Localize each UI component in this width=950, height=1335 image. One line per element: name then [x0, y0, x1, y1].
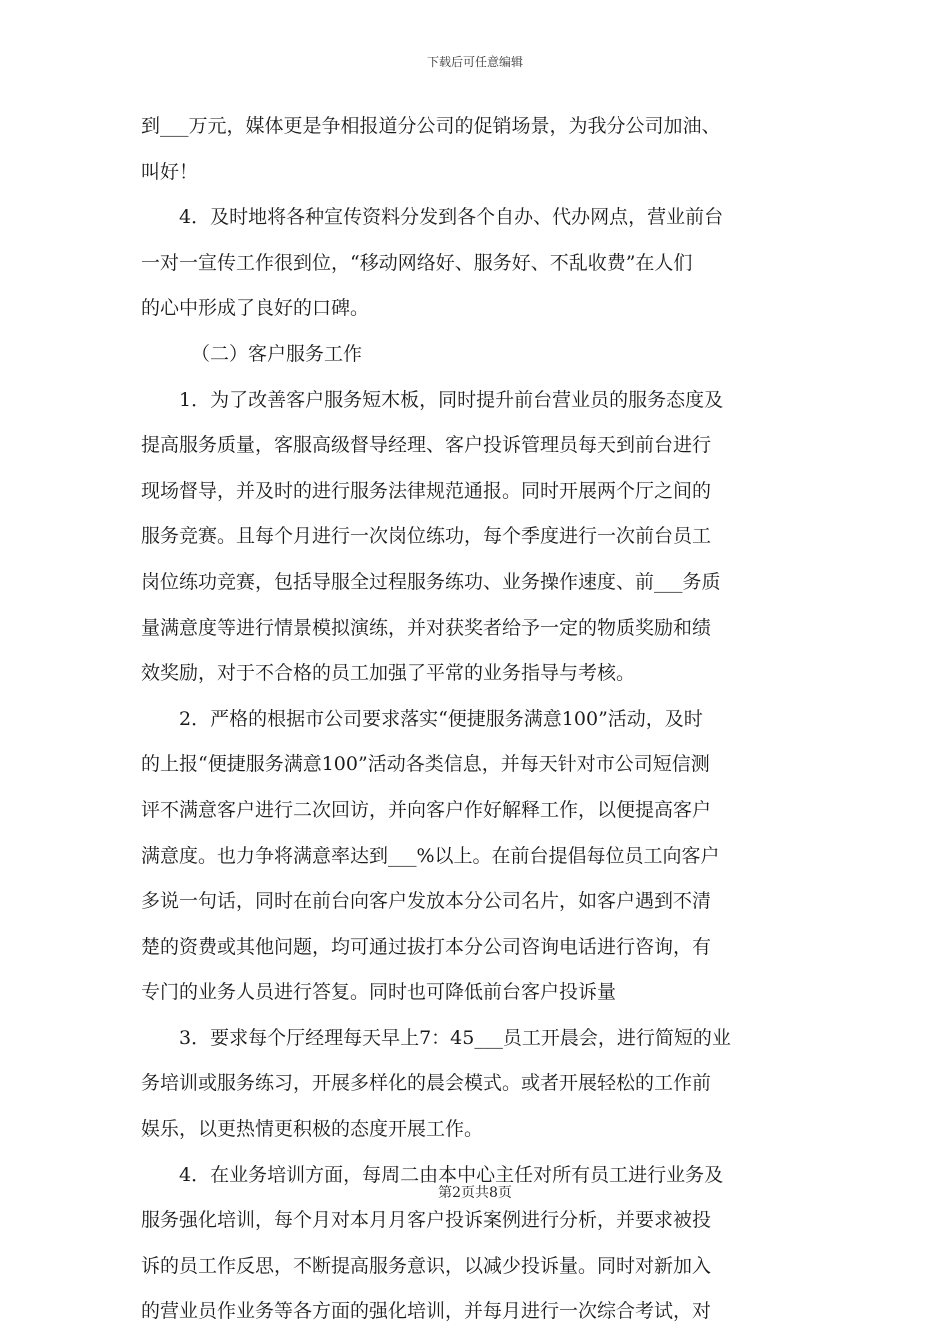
paragraph-start-line: 2．严格的根据市公司要求落实“便捷服务满意100”活动，及时 [179, 707, 703, 730]
text-line: 服务竞赛。且每个月进行一次岗位练功，每个季度进行一次前台员工 [141, 525, 712, 548]
text-line: 量满意度等进行情景模拟演练，并对获奖者给予一定的物质奖励和绩 [141, 616, 712, 639]
text-line: 务培训或服务练习，开展多样化的晨会模式。或者开展轻松的工作前 [141, 1072, 712, 1095]
text-line: 一对一宣传工作很到位，“移动网络好、服务好、不乱收费”在人们 [141, 251, 693, 274]
text-line: 叫好！ [141, 160, 199, 183]
text-line: 岗位练功竞赛，包括导服全过程服务练功、业务操作速度、前___务质 [141, 570, 721, 593]
text-line: 效奖励，对于不合格的员工加强了平常的业务指导与考核。 [141, 662, 636, 685]
paragraph-start-line: 4．及时地将各种宣传资料分发到各个自办、代办网点，营业前台 [179, 206, 724, 229]
text-line: 满意度。也力争将满意率达到___%以上。在前台提倡每位员工向客户 [141, 844, 720, 867]
text-line: 服务强化培训，每个月对本月月客户投诉案例进行分析，并要求被投 [141, 1209, 712, 1232]
text-line: 到___万元，媒体更是争相报道分公司的促销场景，为我分公司加油、 [141, 115, 721, 137]
text-line: 专门的业务人员进行答复。同时也可降低前台客户投诉量 [141, 981, 617, 1004]
text-line: 提高服务质量，客服高级督导经理、客户投诉管理员每天到前台进行 [141, 434, 712, 457]
text-line: 评不满意客户进行二次回访，并向客户作好解释工作，以便提高客户 [141, 798, 712, 821]
text-line: 的心中形成了良好的口碑。 [141, 297, 370, 320]
page-number-footer: 第2页共8页 [438, 1185, 512, 1201]
text-line: 多说一句话，同时在前台向客户发放本分公司名片，如客户遇到不清 [141, 890, 712, 913]
text-line: 的营业员作业务等各方面的强化培训，并每月进行一次综合考试，对 [141, 1300, 712, 1323]
page-header: 下载后可任意编辑 [426, 55, 523, 69]
text-line: 楚的资费或其他问题，均可通过拔打本分公司咨询电话进行咨询，有 [141, 935, 712, 958]
text-line: 的上报“便捷服务满意100”活动各类信息，并每天针对市公司短信测 [141, 753, 710, 776]
paragraph-start-line: 3．要求每个厅经理每天早上7：45___员工开晨会，进行简短的业 [179, 1026, 731, 1049]
text-line: 诉的员工作反思，不断提高服务意识，以减少投诉量。同时对新加入 [141, 1254, 712, 1277]
paragraph-start-line: 1．为了改善客户服务短木板，同时提升前台营业员的服务态度及 [179, 388, 724, 411]
text-line: 娱乐，以更热情更积极的态度开展工作。 [141, 1118, 484, 1141]
paragraph-start-line: 4．在业务培训方面，每周二由本中心主任对所有员工进行业务及 [179, 1163, 724, 1186]
document-body [141, 104, 811, 1335]
text-line: 现场督导，并及时的进行服务法律规范通报。同时开展两个厅之间的 [141, 479, 712, 502]
section-heading: （二）客户服务工作 [191, 342, 363, 365]
